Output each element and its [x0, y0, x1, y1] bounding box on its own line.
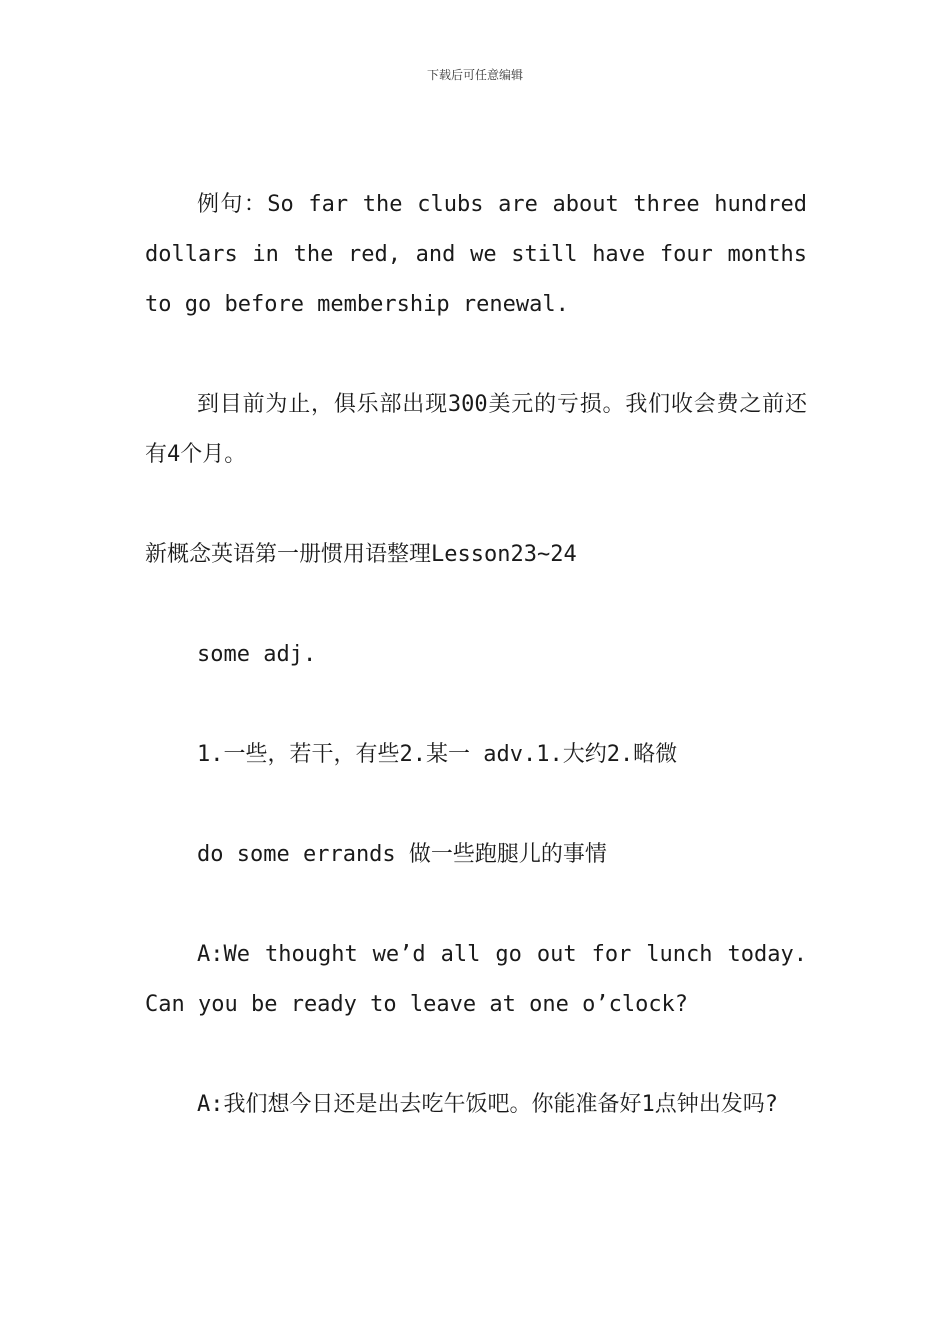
- spacer: [145, 480, 807, 530]
- word-meanings: 1.一些，若干，有些2.某一 adv.1.大约2.略微: [197, 742, 678, 767]
- spacer: [145, 680, 807, 730]
- document-body: [145, 180, 807, 1130]
- spacer: [145, 330, 807, 380]
- spacer: [145, 880, 807, 930]
- example-sentence-english: 例句：So far the clubs are about three hundred dollars in the red, and we still have four months to go before membership renewal.: [145, 192, 807, 317]
- page-header: 下载后可任意编辑: [426, 68, 523, 82]
- phrase-example: do some errands 做一些跑腿儿的事情: [197, 842, 607, 867]
- spacer: [145, 580, 807, 630]
- spacer: [145, 780, 807, 830]
- dialog-english: A:We thought we’d all go out for lunch today. Can you be ready to leave at one o’clock?: [145, 942, 807, 1017]
- lesson-title: 新概念英语第一册惯用语整理Lesson23~24: [145, 542, 577, 567]
- example-sentence-chinese: 到目前为止，俱乐部出现300美元的亏损。我们收会费之前还有4个月。: [145, 392, 807, 467]
- vocabulary-word: some adj.: [197, 642, 317, 667]
- spacer: [145, 1030, 807, 1080]
- dialog-chinese: A:我们想今日还是出去吃午饭吧。你能准备好1点钟出发吗?: [197, 1092, 778, 1117]
